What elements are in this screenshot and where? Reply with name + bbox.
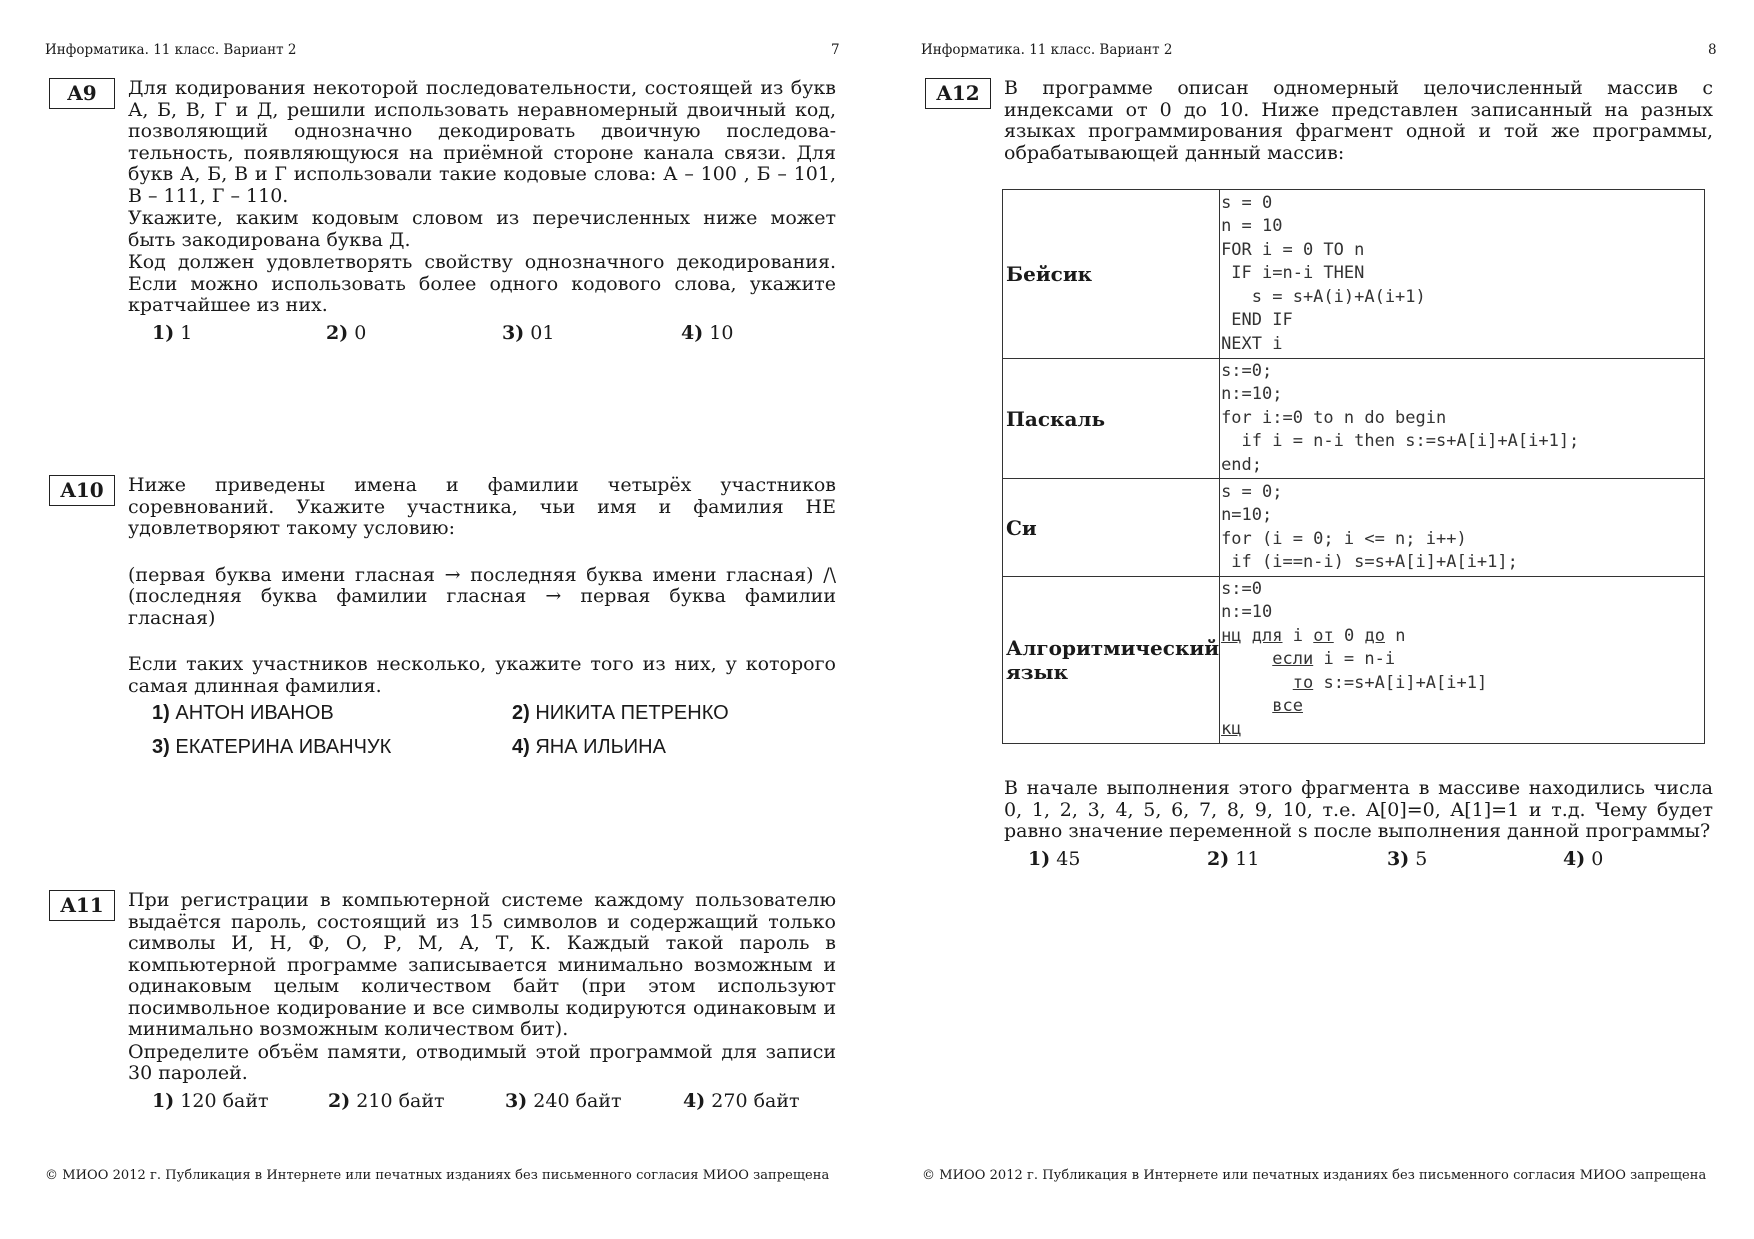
task-body — [128, 890, 836, 1117]
task-label: A10 — [49, 475, 115, 506]
page-number: 7 — [831, 42, 840, 58]
task-text: В программе описан одномерный целочисленный массив с индексами от 0 до 10. Ниже представлен записанный на разных языках программирования фрагмент одной и той же программы, обрабатывающей данный массив: — [1004, 77, 1713, 164]
task-text: Ниже приведены имена и фамилии четырёх участников соревнований. Укажите участника, чьи имя и фамилия НЕ удовлетворяют такому условию: — [128, 474, 836, 539]
answer-options — [128, 323, 836, 349]
language-name: Паскаль — [1003, 359, 1220, 479]
logic-condition: (первая буква имени гласная → последняя буква имени гласная) /\ (последняя буква фамилии гласная → первая буква фамилии гласная) — [128, 563, 836, 629]
answer-option[interactable]: 4) 270 байт — [683, 1089, 800, 1112]
task-text: Для кодирования некоторой последовательности, состоящей из букв А, Б, В, Г и Д, решили использовать неравномерный двоичный код, позволяющий однозначно декодировать двоичную последова- тельность, появляющуюся на приёмной стороне канала связи. Для букв А, Б, В и Г использовали такие кодовые слова: А – 100 , Б – 101, В – 111, Г – 110. — [128, 77, 836, 207]
code-table — [1002, 189, 1705, 744]
answer-option[interactable]: 2) 11 — [1207, 847, 1260, 870]
table-row — [1003, 190, 1705, 359]
answer-options — [128, 737, 836, 763]
page-header-title: Информатика. 11 класс. Вариант 2 — [45, 42, 297, 58]
answer-option[interactable]: 2) НИКИТА ПЕТРЕНКО — [512, 702, 729, 724]
answer-options — [128, 703, 836, 729]
language-name: Си — [1003, 479, 1220, 577]
answer-option[interactable]: 4) 0 — [1563, 847, 1604, 870]
page-header-title: Информатика. 11 класс. Вариант 2 — [921, 42, 1173, 58]
task-label: A9 — [49, 78, 115, 109]
task-text: При регистрации в компьютерной системе каждому пользователю выдаётся пароль, состоящий из 15 символов и содержащий только символы И, Н, Ф, О, Р, М, А, Т, К. Каждый такой пароль в компьютерной программе записывается минимально возможным и одинаковым целым количеством байт (при этом используют посимвольное кодирование и все символы кодируются одинаковым и минимально возможным количеством бит). — [128, 889, 836, 1040]
answer-option[interactable]: 2) 0 — [326, 321, 367, 344]
code-cell-c: s = 0; n=10; for (i = 0; i <= n; i++) if (i==n-i) s=s+A[i]+A[i+1]; — [1220, 479, 1705, 577]
task-body — [1004, 78, 1713, 164]
task-body — [128, 475, 836, 763]
answer-option[interactable]: 1) 120 байт — [152, 1089, 269, 1112]
task-text: В начале выполнения этого фрагмента в массиве находились числа 0, 1, 2, 3, 4, 5, 6, 7, 8, 9, 10, т.е. A[0]=0, A[1]=1 и т.д. Чему будет равно значение переменной s после выполнения данной программы? — [1004, 777, 1713, 842]
task-text: Определите объём памяти, отводимый этой программой для записи 30 паролей. — [128, 1040, 836, 1084]
task-text: Код должен удовлетворять свойству однозначного декодирования. Если можно использовать более одного кодового слова, укажите кратчайшее из них. — [128, 251, 836, 316]
answer-option[interactable]: 1) АНТОН ИВАНОВ — [152, 702, 334, 724]
page-footer: © МИОО 2012 г. Публикация в Интернете или печатных изданиях без письменного согласия МИОО запрещена — [45, 1168, 830, 1183]
answer-option[interactable]: 3) ЕКАТЕРИНА ИВАНЧУК — [152, 736, 392, 758]
code-cell-basic: s = 0 n = 10 FOR i = 0 TO n IF i=n-i THEN s = s+A(i)+A(i+1) END IF NEXT i — [1220, 190, 1705, 359]
task-label: A11 — [49, 890, 115, 921]
code-cell-pascal: s:=0; n:=10; for i:=0 to n do begin if i = n-i then s:=s+A[i]+A[i+1]; end; — [1220, 359, 1705, 479]
page-footer: © МИОО 2012 г. Публикация в Интернете или печатных изданиях без письменного согласия МИОО запрещена — [922, 1168, 1707, 1183]
table-row — [1003, 359, 1705, 479]
answer-option[interactable]: 1) 45 — [1028, 847, 1081, 870]
table-row — [1003, 479, 1705, 577]
answer-option[interactable]: 3) 01 — [502, 321, 555, 344]
answer-option[interactable]: 2) 210 байт — [328, 1089, 445, 1112]
page-number: 8 — [1708, 42, 1717, 58]
answer-options — [1004, 849, 1713, 875]
task-text: Если таких участников несколько, укажите того из них, у которого самая длинная фамилия. — [128, 653, 836, 697]
answer-option[interactable]: 4) ЯНА ИЛЬИНА — [512, 736, 666, 758]
answer-options — [128, 1091, 836, 1117]
task-body — [1004, 778, 1713, 875]
task-text: Укажите, каким кодовым словом из перечисленных ниже может быть закодирована буква Д. — [128, 207, 836, 251]
task-body — [128, 78, 836, 349]
answer-option[interactable]: 3) 5 — [1387, 847, 1428, 870]
table-row — [1003, 577, 1705, 744]
answer-option[interactable]: 1) 1 — [152, 321, 193, 344]
task-label: A12 — [925, 78, 991, 109]
code-cell-algorithmic: s:=0 n:=10 нц для i от 0 до n если i = n-i то s:=s+A[i]+A[i+1] все кц — [1220, 577, 1705, 744]
answer-option[interactable]: 4) 10 — [681, 321, 734, 344]
language-name: Бейсик — [1003, 190, 1220, 359]
answer-option[interactable]: 3) 240 байт — [505, 1089, 622, 1112]
language-name: Алгоритмический язык — [1003, 577, 1220, 744]
